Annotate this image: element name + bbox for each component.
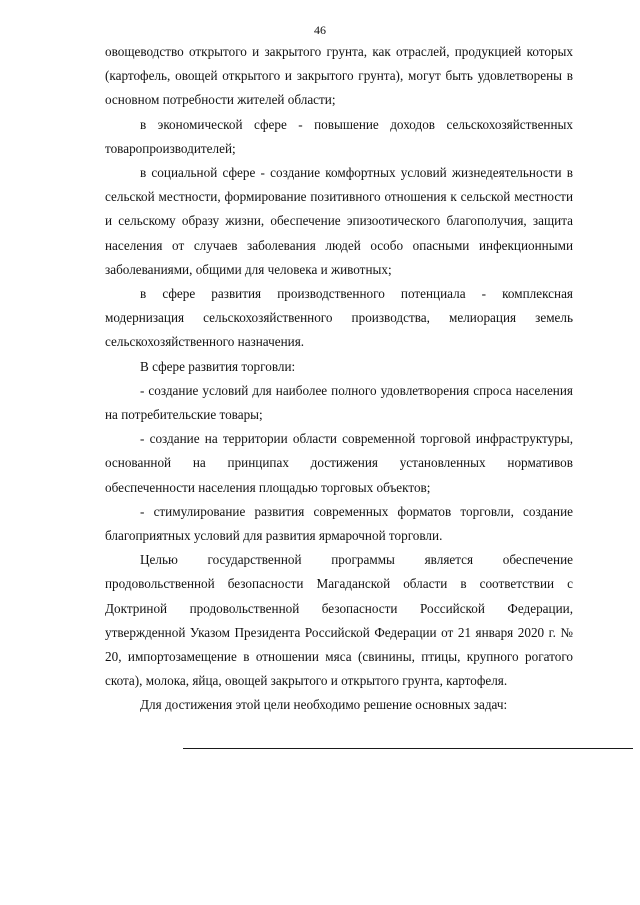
- list-item-trade-formats: - стимулирование развития современных форматов торговли, создание благоприятных условий для развития ярмарочной торговли.: [105, 503, 573, 544]
- paragraph-economic-sphere: в экономической сфере - повышение доходов сельскохозяйственных товаропроизводителей;: [105, 116, 573, 156]
- paragraph-vegetable-growing: овощеводство открытого и закрытого грунта, как отраслей, продукцией которых (картофель, овощей открытого и закрытого грунта), могут быть удовлетворены в основном потребности жителей области;: [105, 44, 573, 108]
- paragraph-production-potential: в сфере развития производственного потенциала - комплексная модернизация сельскохозяйственного производства, мелиорация земель сельскохозяйственного назначения.: [105, 286, 573, 350]
- list-item-trade-infrastructure: - создание на территории области современной торговой инфраструктуры, основанной на принципах достижения установленных нормативов обеспеченности населения площадью торговых объектов;: [105, 431, 573, 495]
- paragraph-social-sphere: в социальной сфере - создание комфортных условий жизнедеятельности в сельской местности, формирование позитивного отношения к сельской местности и сельскому образу жизни, обеспечение эпизоотического благополучия, защита населения от случаев заболевания людей особо опасными инфекционными заболеваниями, общими для человека и животных;: [105, 165, 573, 277]
- paragraph-program-goal: Целью государственной программы является обеспечение продовольственной безопасности Магаданской области в соответствии с Доктриной продовольственной безопасности Российской Федерации, утвержденной Указом Президента Российской Федерации от 21 января 2020 г. № 20, импортозамещение в отношении мяса (свинины, птицы, крупного рогатого скота), молока, яйца, овощей закрытого и открытого грунта, картофеля.: [105, 552, 573, 689]
- list-item-consumer-demand: - создание условий для наиболее полного удовлетворения спроса населения на потребительские товары;: [105, 382, 573, 423]
- paragraph-trade-heading: В сфере развития торговли:: [140, 358, 296, 374]
- document-body: [105, 40, 573, 718]
- paragraph-main-tasks: Для достижения этой цели необходимо решение основных задач:: [140, 697, 508, 713]
- horizontal-divider: [183, 748, 633, 749]
- page-number: 46: [314, 23, 326, 37]
